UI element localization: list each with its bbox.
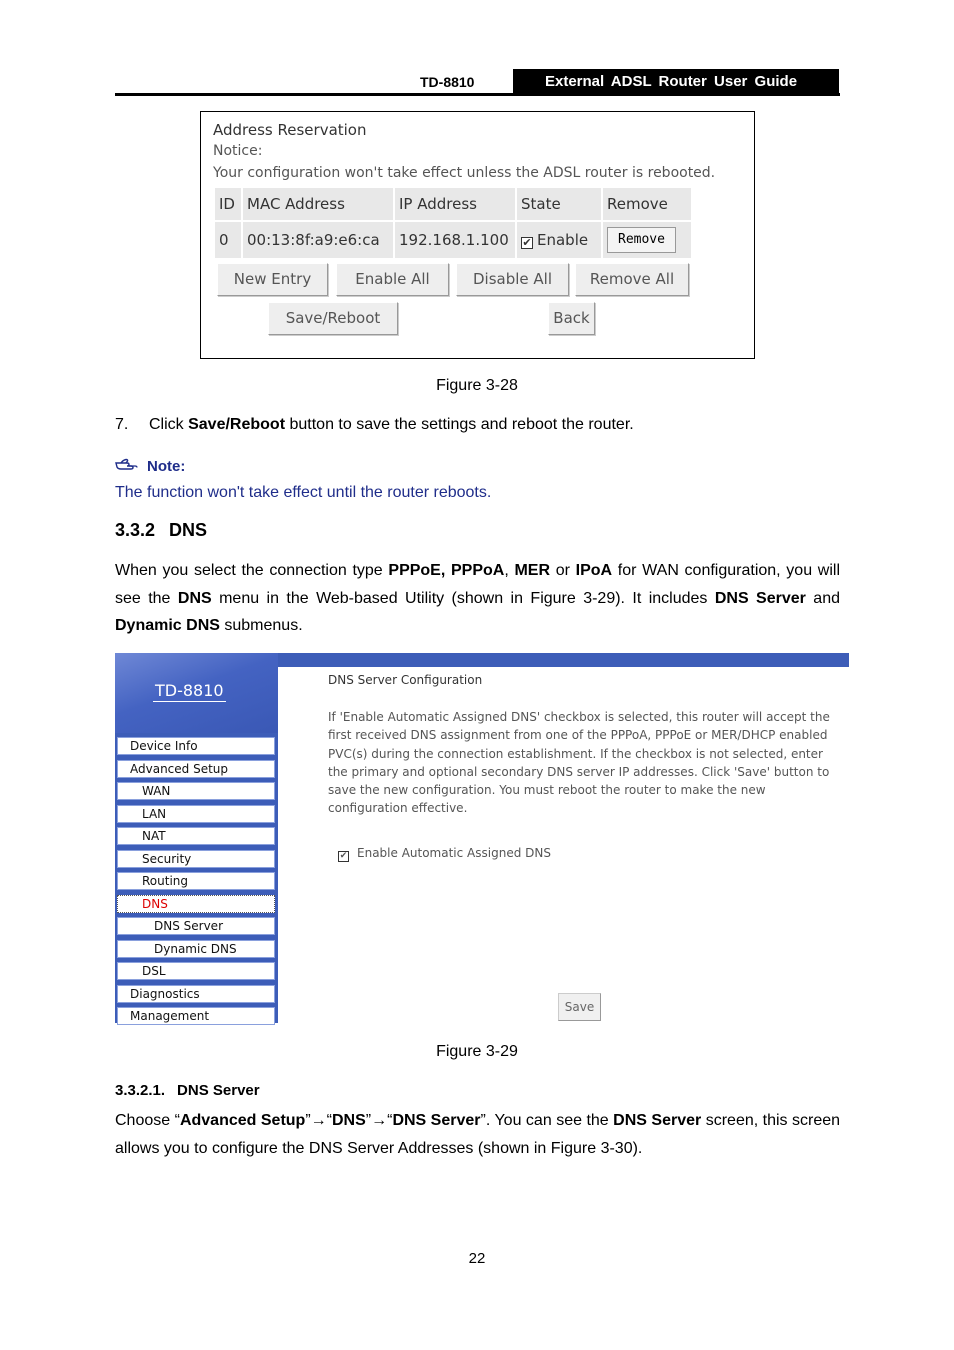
text-run: ”. You can see the <box>480 1112 614 1129</box>
figure-29-caption: Figure 3-29 <box>436 1043 518 1060</box>
figure-28-caption: Figure 3-28 <box>436 377 518 394</box>
cell-state <box>517 222 601 258</box>
text-run: or <box>550 562 576 579</box>
text-run: menu in the Web-based Utility (shown in Figure 3-29). It includes <box>211 589 715 607</box>
dns-server-paragraph <box>115 1107 840 1162</box>
bold-run: IPoA <box>575 562 613 579</box>
cell-mac: 00:13:8f:a9:e6:ca <box>243 222 393 258</box>
section-3-3-2-heading <box>115 520 207 541</box>
section-number: 3.3.2 <box>115 520 156 540</box>
sidebar-item-dns-server[interactable]: DNS Server <box>117 917 275 935</box>
step-text-post: button to save the settings and reboot the router. <box>285 416 634 433</box>
dns-intro-paragraph <box>115 557 840 640</box>
header-model: TD-8810 <box>420 74 475 90</box>
bold-run: Advanced Setup <box>179 1112 306 1129</box>
enable-all-button[interactable]: Enable All <box>336 263 449 296</box>
state-label: Enable <box>537 231 589 249</box>
logo-text: TD-8810 <box>155 681 224 700</box>
pointing-hand-icon <box>115 458 139 472</box>
cell-ip: 192.168.1.100 <box>395 222 515 258</box>
note-label: Note: <box>147 458 186 475</box>
bold-run: PPPoE, PPPoA <box>388 562 505 579</box>
sidebar-item-wan[interactable]: WAN <box>117 782 275 800</box>
header-guide-title: External ADSL Router User Guide <box>513 69 838 94</box>
dns-server-config-figure <box>115 653 849 1023</box>
bold-run: DNS <box>332 1112 366 1129</box>
col-id: ID <box>215 188 241 220</box>
col-remove: Remove <box>603 188 691 220</box>
sidebar-item-nat[interactable]: NAT <box>117 827 275 845</box>
new-entry-button[interactable]: New Entry <box>217 263 328 296</box>
save-reboot-button[interactable]: Save/Reboot <box>268 302 398 335</box>
back-button[interactable]: Back <box>548 302 595 335</box>
section-3-3-2-1-heading <box>115 1082 260 1099</box>
sidebar-item-dsl[interactable]: DSL <box>117 962 275 980</box>
text-run: screen, this screen allows you to configure the DNS Server Addresses (shown in Figure 3-30). <box>115 1112 841 1157</box>
state-checkbox[interactable]: ✔ <box>522 236 532 249</box>
bold-run: DNS Server <box>392 1112 481 1129</box>
step-text-bold: Save/Reboot <box>188 416 286 433</box>
text-run: for WAN configuration, you will see the <box>115 562 841 607</box>
cell-id: 0 <box>215 222 241 258</box>
address-reservation-figure <box>200 111 755 359</box>
auto-dns-checkbox[interactable]: ✔ <box>339 851 348 861</box>
table-row <box>215 222 691 258</box>
remove-button[interactable]: Remove <box>607 227 676 253</box>
remove-all-button[interactable]: Remove All <box>575 263 689 296</box>
note-heading <box>115 458 185 475</box>
sidebar-item-device-info[interactable]: Device Info <box>117 737 275 755</box>
step-7 <box>115 416 634 434</box>
auto-dns-label: Enable Automatic Assigned DNS <box>357 846 551 860</box>
header-rule <box>115 93 840 96</box>
logo-area <box>115 653 278 733</box>
col-state: State <box>517 188 601 220</box>
bold-run: DNS Server <box>714 589 806 607</box>
sidebar-item-security[interactable]: Security <box>117 850 275 868</box>
col-ip: IP Address <box>395 188 515 220</box>
step-text-pre: Click <box>149 416 189 433</box>
text-run: ”→“ <box>365 1112 393 1129</box>
col-mac: MAC Address <box>243 188 393 220</box>
header-tick <box>836 69 839 94</box>
sidebar-item-diagnostics[interactable]: Diagnostics <box>117 985 275 1003</box>
notice-text: Your configuration won't take effect unless the ADSL router is rebooted. <box>213 165 716 181</box>
text-run: , <box>504 562 515 579</box>
sidebar-item-management[interactable]: Management <box>117 1007 275 1025</box>
save-button[interactable]: Save <box>558 993 601 1021</box>
sidebar-item-dynamic-dns[interactable]: Dynamic DNS <box>117 940 275 958</box>
text-run: ”→“ <box>305 1112 332 1129</box>
notice-label: Notice: <box>213 143 263 159</box>
address-reservation-title: Address Reservation <box>213 121 367 139</box>
table-header-row <box>215 188 691 220</box>
sidebar-item-dns[interactable]: DNS <box>117 895 275 913</box>
sidebar-item-advanced-setup[interactable]: Advanced Setup <box>117 760 275 778</box>
text-run: When you select the connection type <box>115 562 389 579</box>
disable-all-button[interactable]: Disable All <box>456 263 569 296</box>
text-run: and <box>805 589 841 607</box>
sidebar-item-lan[interactable]: LAN <box>117 805 275 823</box>
page-number: 22 <box>468 1250 486 1267</box>
bold-run: DNS Server <box>613 1112 702 1129</box>
text-run: submenus. <box>219 617 303 634</box>
subsection-number: 3.3.2.1. <box>115 1082 166 1099</box>
section-title: DNS <box>169 520 208 540</box>
page-title: DNS Server Configuration <box>328 673 483 687</box>
sidebar-item-routing[interactable]: Routing <box>117 872 275 890</box>
text-run: Choose “ <box>115 1112 180 1129</box>
cell-remove <box>603 222 691 258</box>
bold-run: Dynamic DNS <box>115 617 220 634</box>
reservation-table <box>213 186 693 260</box>
step-number: 7. <box>115 416 129 433</box>
top-bar <box>275 653 849 667</box>
bold-run: DNS <box>177 589 212 607</box>
note-text: The function won't take effect until the router reboots. <box>115 484 492 501</box>
auto-dns-option <box>338 846 551 862</box>
page-description: If 'Enable Automatic Assigned DNS' checkbox is selected, this router will accept the first received DNS assignment from one of the PPPoA, PPPoE or MER/DHCP enabled PVC(s) during the connection establishment. If the checkbox is not selected, enter the primary and optional secondary DNS server IP addresses. Click 'Save' button to save the new configuration. You must reboot the router to make the new configuration effective. <box>328 710 830 816</box>
subsection-title: DNS Server <box>177 1082 260 1099</box>
bold-run: MER <box>514 562 551 579</box>
